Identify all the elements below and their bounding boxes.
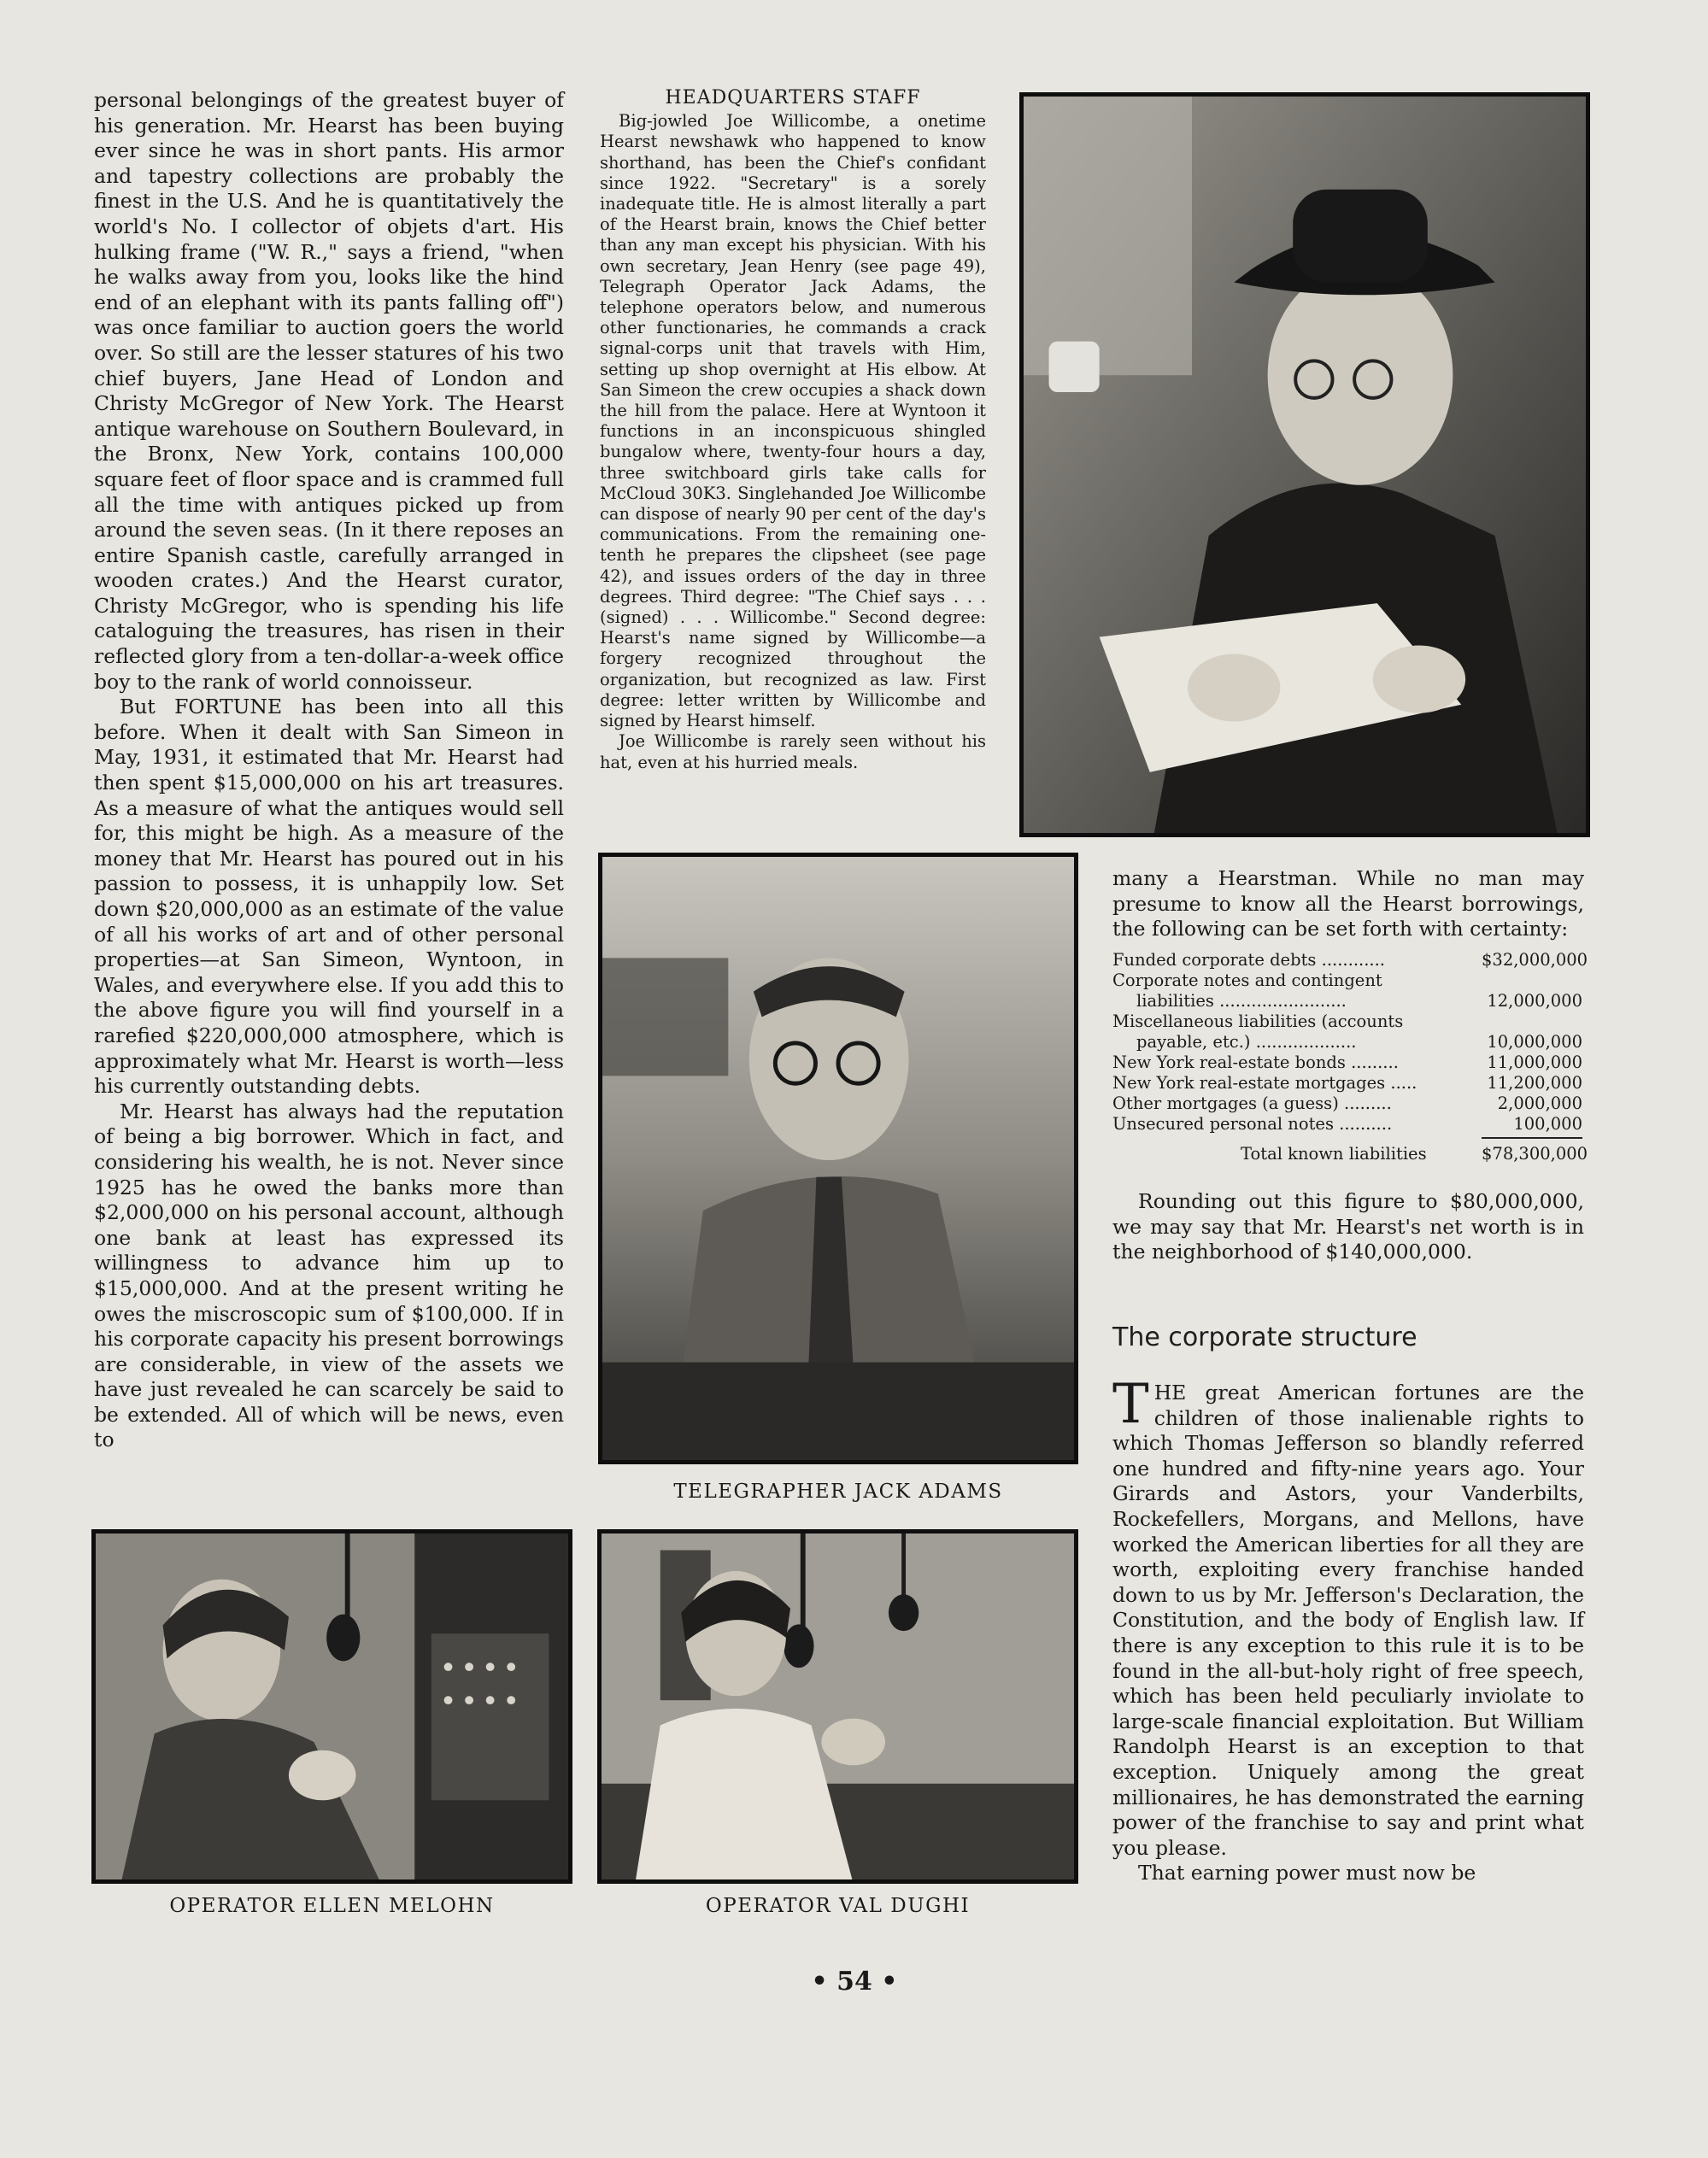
- page-number: • 54 •: [811, 1967, 898, 1997]
- article-column-3-upper: [1112, 866, 1584, 942]
- caption-val-dughi: OPERATOR VAL DUGHI: [705, 1895, 971, 1917]
- paragraph: Big-jowled Joe Willicombe, a onetime Hearst newshawk who happened to know shorthand, has been the Chief's confidant since 1922. "Secretary" is a sorely inadequate title. He is almost literally a part of the Hearst brain, knows the Chief better than any man except his physician. With his own secretary, Jean Henry (see page 49), Telegraph Operator Jack Adams, the telephone operators below, and numerous other functionaries, he commands a crack signal-corps unit that travels with Him, setting up shop overnight at His elbow. At San Simeon the crew occupies a shack down the hill from the palace. Here at Wyntoon it functions in an inconspicuous shingled bungalow where, twenty-four hours a day, three switchboard girls take calls for McCloud 30K3. Singlehanded Joe Willicombe can dispose of nearly 90 per cent of the day's communications. From the remaining one-tenth he prepares the clipsheet (see page 42), and issues orders of the day in three degrees. Third degree: "The Chief says . . . (signed) . . . Willicombe." Second degree: Hearst's name signed by Willicombe—a forgery recognized throughout the organization, but recognized as law. First degree: letter written by Willicombe and signed by Hearst himself.: [600, 111, 986, 731]
- paragraph: That earning power must now be: [1138, 1861, 1476, 1885]
- photo-jack-adams: [598, 853, 1078, 1464]
- article-column-3-lower: [1112, 1373, 1584, 1886]
- paragraph: personal belongings of the greatest buyer of his generation. Mr. Hearst has been buying ever since he was in short pants. His armor and tapestry collections are probably the finest in the U.S. And he is quantitatively the world's No. I collector of objets d'art. His hulking frame ("W. R.," says a friend, "when he walks away from you, looks like the hind end of an elephant with its pants falling off") was once familiar to auction goers the world over. So still are the lesser statures of his two chief buyers, Jane Head of London and Christy McGregor of New York. The Hearst antique warehouse on Southern Boulevard, in the Bronx, New York, contains 100,000 square feet of floor space and is crammed full all the time with antiques picked up from around the seven seas. (In it there reposes an entire Spanish castle, carefully arranged in wooden crates.) And the Hearst curator, Christy McGregor, who is spending his life cataloguing the treasures, has risen in their reflected glory from a ten-dollar-a-week office boy to the rank of world connoisseur.: [94, 88, 564, 694]
- liability-value: 100,000: [1513, 1114, 1582, 1134]
- liabilities-table: [1112, 950, 1588, 1164]
- liability-row: [1112, 1073, 1582, 1094]
- liability-row: [1112, 1012, 1582, 1032]
- paragraph: Mr. Hearst has always had the reputation of being a big borrower. Which in fact, and considering his wealth, he is not. Never since 1925 has he owed the banks more than $2,000,000 on his personal account, although one bank at least has expressed its willingness to advance him up to $15,000,000. And at the present writing he owes the miscroscopic sum of $100,000. If in his corporate capacity his present borrowings are considerable, in view of the assets we have just revealed he can scarcely be said to be extended. All of which will be news, even to: [94, 1099, 564, 1452]
- liability-label: Funded corporate debts ............: [1112, 950, 1386, 970]
- liability-value: [1482, 1012, 1582, 1032]
- photo-ellen-melohn: [91, 1529, 572, 1884]
- net-worth-paragraph-block: [1112, 1189, 1584, 1265]
- liability-value: 11,200,000: [1487, 1073, 1582, 1093]
- section-heading: The corporate structure: [1112, 1322, 1417, 1352]
- sidebar-title: HEADQUARTERS STAFF: [665, 87, 921, 108]
- liability-label: payable, etc.) ...................: [1136, 1032, 1357, 1052]
- photo-val-dughi: [597, 1529, 1078, 1884]
- liability-label: Other mortgages (a guess) .........: [1112, 1094, 1392, 1113]
- paragraph: many a Hearstman. While no man may presume to know all the Hearst borrowings, the following can be set forth with certainty:: [1112, 866, 1584, 941]
- liability-label: Miscellaneous liabilities (accounts: [1112, 1012, 1404, 1031]
- liability-total-row: [1112, 1144, 1588, 1164]
- paragraph: But FORTUNE has been into all this before. When it dealt with San Simeon in May, 1931, it estimated that Mr. Hearst had then spent $15,000,000 on his art treasures. As a measure of what the antiques would sell for, this might be high. As a measure of the money that Mr. Hearst has poured out in his passion to possess, it is unhappily low. Set down $20,000,000 as an estimate of the value of all his works of art and of other personal properties—at San Simeon, Wyntoon, in Wales, and everywhere else. If you add this to the above figure you will find yourself in a rarefied $220,000,000 atmosphere, which is approximately what Mr. Hearst is worth—less his currently outstanding debts.: [94, 695, 564, 1099]
- liability-value: 11,000,000: [1487, 1053, 1582, 1072]
- liability-row: [1112, 1094, 1582, 1114]
- liability-value: 10,000,000: [1487, 1032, 1582, 1052]
- liability-label: New York real-estate bonds .........: [1112, 1053, 1399, 1072]
- total-rule: [1482, 1137, 1582, 1139]
- photo-joe-willicombe: [1019, 92, 1590, 837]
- liability-value: 2,000,000: [1497, 1094, 1582, 1113]
- paragraph-text: HE great American fortunes are the children of those inalienable rights to which Thomas Jefferson so blandly referred one hundred and fifty-nine years ago. Your Girards and Astors, your Vanderbilts, Rockefellers, Morgans, and Mellons, have worked the American liberties for all they are worth, exploiting every franchise handed down to us by Mr. Jefferson's Declaration, the Constitution, and the body of English law. If there is any exception to this rule it is to be found in the all-but-holy right of free speech, which has been held peculiarly inviolate to large-scale financial exploitation. But William Randolph Hearst is an exception to that exception. Uniquely among the great millionaires, he has demonstrated the earning power of the franchise to say and print what you please.: [1112, 1381, 1584, 1860]
- paragraph: [1112, 1373, 1584, 1861]
- paragraph: Rounding out this figure to $80,000,000, we may say that Mr. Hearst's net worth is in the neighborhood of $140,000,000.: [1112, 1189, 1584, 1264]
- liability-value: [1482, 971, 1582, 991]
- liability-row: [1112, 1114, 1582, 1135]
- liability-row: [1112, 991, 1582, 1012]
- liability-value: 12,000,000: [1487, 991, 1582, 1011]
- liability-value: $32,000,000: [1482, 950, 1588, 970]
- caption-jack-adams: TELEGRAPHER JACK ADAMS: [673, 1481, 1003, 1503]
- liability-label: Unsecured personal notes ..........: [1112, 1114, 1393, 1134]
- liability-row: [1112, 950, 1588, 971]
- liability-label: New York real-estate mortgages .....: [1112, 1073, 1417, 1093]
- headquarters-staff-sidebar: [600, 88, 986, 773]
- liability-row: [1112, 1032, 1582, 1053]
- liability-row: [1112, 1053, 1582, 1073]
- liability-label: liabilities ........................: [1136, 991, 1347, 1011]
- total-label: Total known liabilities: [1241, 1144, 1427, 1164]
- liability-label: Corporate notes and contingent: [1112, 971, 1382, 990]
- liability-row: [1112, 971, 1582, 991]
- caption-ellen-melohn: OPERATOR ELLEN MELOHN: [169, 1895, 495, 1917]
- total-value: $78,300,000: [1482, 1144, 1588, 1164]
- article-column-1: [94, 88, 564, 1453]
- paragraph: Joe Willicombe is rarely seen without his hat, even at his hurried meals.: [600, 731, 986, 772]
- drop-cap: T: [1112, 1373, 1149, 1436]
